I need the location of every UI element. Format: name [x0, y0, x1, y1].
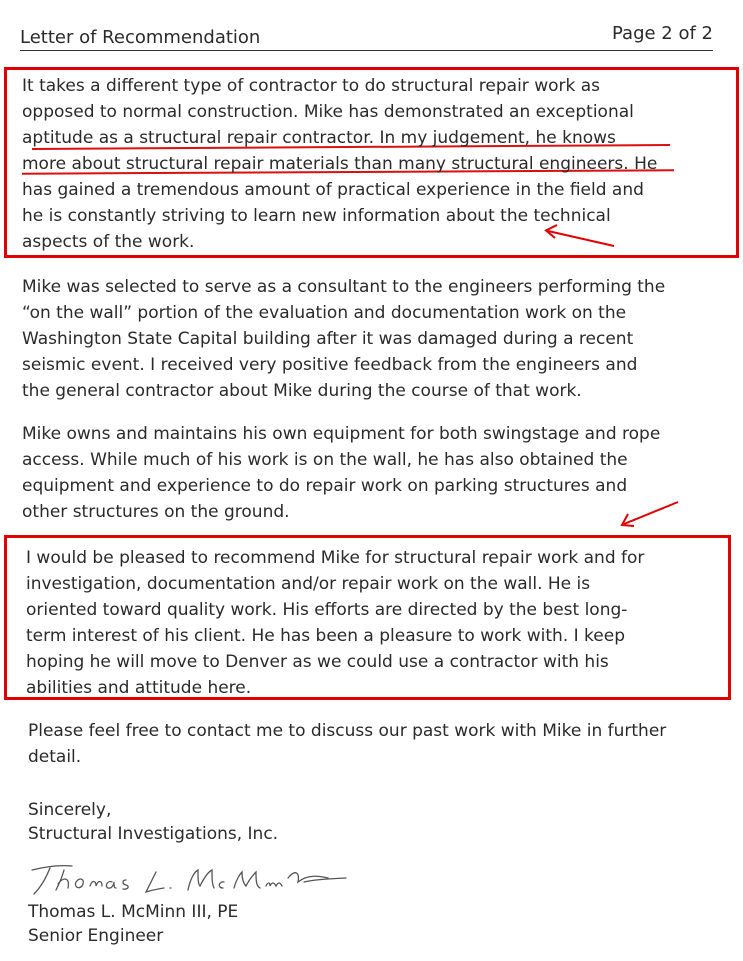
- paragraph-line: term interest of his client. He has been a pleasure to work with. I keep: [26, 626, 626, 646]
- paragraph-4: [26, 545, 736, 701]
- paragraph-line: opposed to normal construction. Mike has demonstrated an exceptional: [22, 102, 634, 122]
- paragraph-line: investigation, documentation and/or repair work on the wall. He is: [26, 574, 591, 594]
- paragraph-line: seismic event. I received very positive feedback from the engineers and: [22, 355, 638, 375]
- signer-title: Senior Engineer: [28, 926, 164, 946]
- page-number: Page 2 of 2: [612, 23, 713, 44]
- closing-block: [28, 798, 278, 846]
- paragraph-line: “on the wall” portion of the evaluation and documentation work on the: [22, 303, 627, 323]
- paragraph-line: Mike was selected to serve as a consultant to the engineers performing the: [22, 277, 666, 297]
- letter-header: [20, 23, 713, 51]
- paragraph-line: I would be pleased to recommend Mike for structural repair work and for: [26, 548, 645, 568]
- handwritten-signature: [28, 858, 348, 898]
- paragraph-line: hoping he will move to Denver as we could use a contractor with his: [26, 652, 609, 672]
- signer-name: Thomas L. McMinn III, PE: [28, 902, 239, 922]
- paragraph-5: [28, 718, 738, 770]
- signer-block: [28, 900, 238, 948]
- red-arrow-icon: [540, 222, 620, 252]
- company-name: Structural Investigations, Inc.: [28, 824, 279, 844]
- red-arrow-icon: [618, 498, 682, 532]
- paragraph-line: more about structural repair materials than many structural engineers. He: [22, 154, 658, 174]
- paragraph-line: he is constantly striving to learn new information about the technical: [22, 206, 611, 226]
- paragraph-line: Mike owns and maintains his own equipment for both swingstage and rope: [22, 424, 661, 444]
- paragraph-line: It takes a different type of contractor to do structural repair work as: [22, 76, 601, 96]
- paragraph-line: aspects of the work.: [22, 232, 195, 252]
- paragraph-line: abilities and attitude here.: [26, 678, 252, 698]
- paragraph-line: oriented toward quality work. His efforts are directed by the best long-: [26, 600, 628, 620]
- paragraph-line: Please feel free to contact me to discuss our past work with Mike in further: [28, 721, 667, 741]
- paragraph-line: equipment and experience to do repair work on parking structures and: [22, 476, 628, 496]
- paragraph-line: has gained a tremendous amount of practical experience in the field and: [22, 180, 644, 200]
- paragraph-1: [22, 73, 732, 255]
- salutation: Sincerely,: [28, 800, 112, 820]
- letter-title: Letter of Recommendation: [20, 27, 261, 48]
- paragraph-line: other structures on the ground.: [22, 502, 290, 522]
- paragraph-line: aptitude as a structural repair contractor. In my judgement, he knows: [22, 128, 616, 148]
- paragraph-line: the general contractor about Mike during the course of that work.: [22, 381, 582, 401]
- paragraph-line: access. While much of his work is on the wall, he has also obtained the: [22, 450, 628, 470]
- paragraph-line: Washington State Capital building after it was damaged during a recent: [22, 329, 634, 349]
- paragraph-2: [22, 274, 732, 404]
- paragraph-line: detail.: [28, 747, 82, 767]
